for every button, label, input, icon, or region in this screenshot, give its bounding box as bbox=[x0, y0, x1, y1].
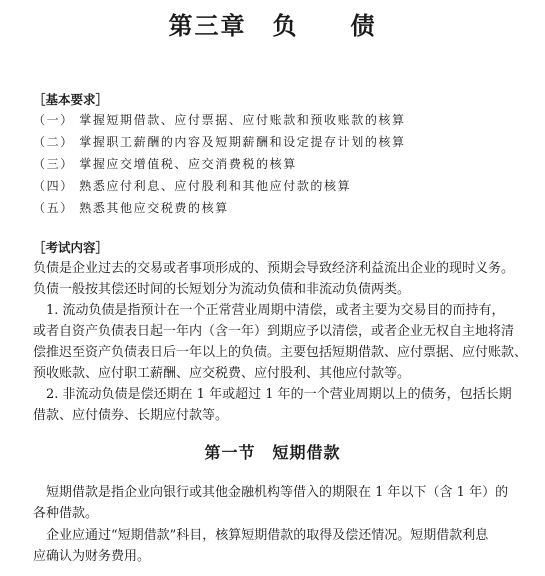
basic-requirements-label: ［基本要求］ bbox=[33, 92, 109, 107]
requirement-item-4: （四） 熟悉应付利息、应付股利和其他应付款的核算 bbox=[33, 179, 352, 193]
requirement-item-2: （二） 掌握职工薪酬的内容及短期薪酬和设定提存计划的核算 bbox=[33, 135, 406, 149]
section-line-4: 应确认为财务费用。 bbox=[33, 549, 151, 564]
section-line-3: 企业应通过“短期借款”科目，核算短期借款的取得及偿还情况。短期借款利息 bbox=[33, 528, 489, 543]
exam-content-line-3: 1. 流动负债是指预计在一个正常营业周期中清偿，或者主要为交易目的而持有， bbox=[33, 303, 505, 318]
exam-content-line-6: 预收账款、应付职工薪酬、应交税费、应付股利、其他应付款等。 bbox=[33, 366, 411, 381]
section-line-1: 短期借款是指企业向银行或其他金融机构等借入的期限在 1 年以下（含 1 年）的 bbox=[33, 485, 509, 500]
chapter-title: 第三章 负 债 bbox=[168, 11, 377, 40]
exam-content-line-4: 或者自资产负债表日起一年内（含一年）到期应予以清偿，或者企业无权自主地将清 bbox=[33, 324, 515, 339]
exam-content-line-8: 借款、应付债券、长期应付款等。 bbox=[33, 408, 229, 423]
requirement-item-1: （一） 掌握短期借款、应付票据、应付账款和预收账款的核算 bbox=[33, 113, 406, 127]
requirement-item-3: （三） 掌握应交增值税、应交消费税的核算 bbox=[33, 157, 297, 171]
section-title: 第一节 短期借款 bbox=[204, 443, 341, 462]
exam-content-line-5: 偿推迟至资产负债表日后一年以上的负债。主要包括短期借款、应付票据、应付账款、 bbox=[33, 345, 528, 360]
exam-content-line-2: 负债一般按其偿还时间的长短划分为流动负债和非流动负债两类。 bbox=[33, 282, 411, 297]
exam-content-line-7: 2. 非流动负债是偿还期在 1 年或超过 1 年的一个营业周期以上的债务，包括长期 bbox=[33, 387, 512, 402]
exam-content-label: ［考试内容］ bbox=[33, 240, 109, 255]
section-line-2: 各种借款。 bbox=[33, 506, 99, 521]
requirement-item-5: （五） 熟悉其他应交税费的核算 bbox=[33, 201, 229, 215]
exam-content-line-1: 负债是企业过去的交易或者事项形成的、预期会导致经济利益流出企业的现时义务。 bbox=[33, 261, 515, 276]
